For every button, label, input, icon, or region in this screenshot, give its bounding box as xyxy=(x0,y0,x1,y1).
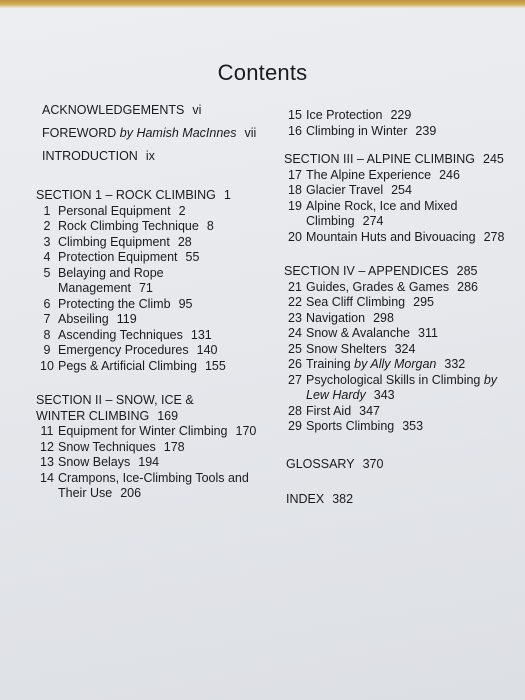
chapter-9: 9 Emergency Procedures 140 xyxy=(43,343,218,357)
chapter-4: 4 Protection Equipment 55 xyxy=(43,250,200,264)
chapter-11: 11 Equipment for Winter Climbing 170 xyxy=(40,424,257,438)
chapter-16: 16 Climbing in Winter 239 xyxy=(288,123,437,138)
chapter-27: 27 Psychological Skills in Climbing by Lew Hardy 343 xyxy=(288,372,498,402)
chapter-20: 20 Mountain Huts and Bivouacing 278 xyxy=(288,229,505,244)
chapter-17: 17 The Alpine Experience 246 xyxy=(288,167,460,182)
section-heading-1: SECTION 1 – ROCK CLIMBING 1 xyxy=(36,188,231,202)
chapter-29: 29 Sports Climbing 353 xyxy=(288,419,424,433)
chapter-1: 1 Personal Equipment 2 xyxy=(43,203,186,218)
chapter-15: 15 Ice Protection 229 xyxy=(288,108,412,122)
toc-left-column xyxy=(36,103,276,502)
section-heading-4: SECTION IV – APPENDICES 285 xyxy=(284,264,478,278)
chapter-19: 19 Alpine Rock, Ice and Mixed Climbing 274 xyxy=(288,198,458,228)
chapter-13: 13 Snow Belays 194 xyxy=(40,455,160,469)
chapter-6: 6 Protecting the Climb 95 xyxy=(43,296,193,311)
page-title: Contents xyxy=(217,60,308,85)
toc-entry-index: INDEX 382 xyxy=(286,492,354,506)
section-heading-3: SECTION III – ALPINE CLIMBING 245 xyxy=(284,152,504,166)
chapter-12: 12 Snow Techniques 178 xyxy=(40,439,185,454)
section-heading-2: SECTION II – SNOW, ICE & WINTER CLIMBING 169 xyxy=(36,393,194,423)
chapter-18: 18 Glacier Travel 254 xyxy=(288,183,412,197)
chapter-22: 22 Sea Cliff Climbing 295 xyxy=(288,295,434,309)
chapter-25: 25 Snow Shelters 324 xyxy=(288,341,416,356)
chapter-28: 28 First Aid 347 xyxy=(288,403,381,418)
chapter-21: 21 Guides, Grades & Games 286 xyxy=(288,279,478,294)
chapter-24: 24 Snow & Avalanche 311 xyxy=(288,326,438,340)
toc-entry-foreword: FOREWORD by Hamish MacInnes vii xyxy=(42,126,257,140)
toc-right-column xyxy=(284,108,520,508)
chapter-26: 26 Training by Ally Morgan 332 xyxy=(288,357,466,371)
chapter-14: 14 Crampons, Ice-Climbing Tools and Their Use 206 xyxy=(40,470,249,500)
chapter-7: 7 Abseiling 119 xyxy=(43,312,137,326)
chapter-8: 8 Ascending Techniques 131 xyxy=(43,327,212,342)
chapter-5: 5 Belaying and Rope Management 71 xyxy=(43,265,164,295)
chapter-23: 23 Navigation 298 xyxy=(288,310,394,325)
toc-entry-glossary: GLOSSARY 370 xyxy=(286,456,384,471)
chapter-3: 3 Climbing Equipment 28 xyxy=(43,234,192,249)
toc-entry-introduction: INTRODUCTION ix xyxy=(42,149,155,163)
page-top-edge xyxy=(0,0,525,8)
toc-entry-acknowledgements: ACKNOWLEDGEMENTS vi xyxy=(42,103,202,117)
chapter-10: 10 Pegs & Artificial Climbing 155 xyxy=(40,358,226,373)
chapter-2: 2 Rock Climbing Technique 8 xyxy=(43,219,214,233)
